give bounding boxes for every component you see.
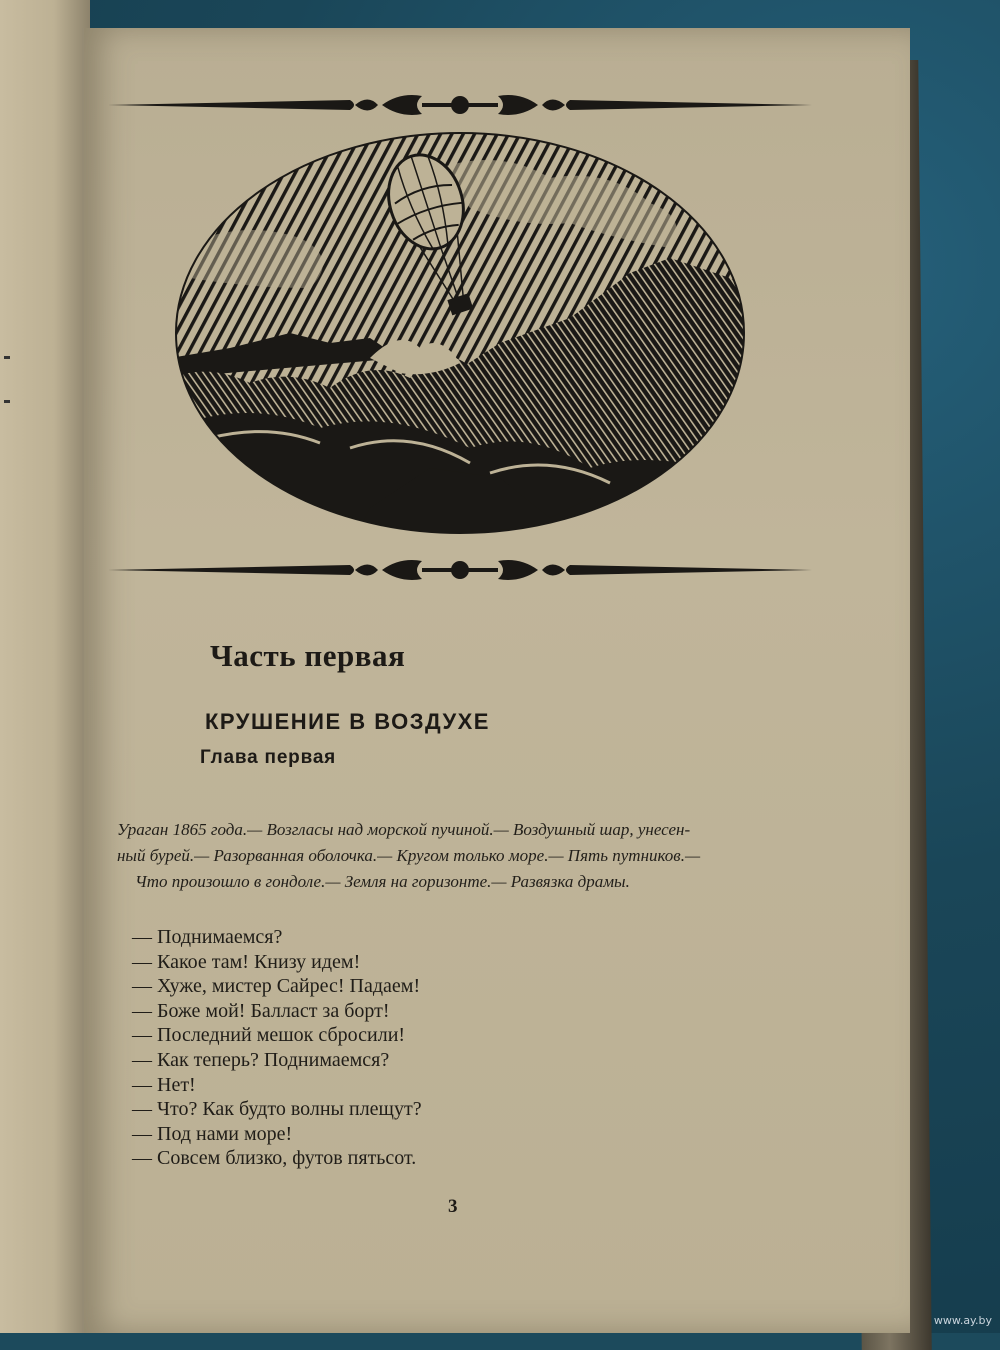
dialogue-line: — Последний мешок сбросили! — [132, 1024, 406, 1047]
chapter-summary-line: ный бурей.— Разорванная оболочка.— Кругом только море.— Пять путников.— — [117, 846, 701, 865]
left-page-edge — [0, 0, 90, 1333]
section-title: КРУШЕНИЕ В ВОЗДУХЕ — [205, 709, 490, 734]
top-ornament-divider — [100, 88, 820, 122]
dialogue-line: — Что? Как будто волны плещут? — [132, 1098, 422, 1121]
part-title: Часть первая — [210, 638, 406, 673]
dialogue-line: — Как теперь? Поднимаемся? — [132, 1048, 390, 1071]
dialogue-line: — Совсем близко, футов пятьсот. — [132, 1147, 417, 1170]
chapter-summary-line: Что произошло в гондоле.— Земля на горизонте.— Развязка драмы. — [135, 872, 630, 891]
left-page-mark — [4, 400, 10, 403]
chapter-summary-line: Ураган 1865 года.— Возгласы над морской пучиной.— Воздушный шар, унесен- — [117, 820, 691, 839]
dialogue-line: — Боже мой! Балласт за борт! — [132, 999, 390, 1022]
chapter-title: Глава первая — [200, 747, 337, 768]
dialogue-lines — [132, 925, 692, 1171]
watermark: www.ay.by — [933, 1314, 992, 1327]
page-number: 3 — [448, 1196, 458, 1217]
dialogue-line: — Какое там! Книзу идем! — [132, 950, 361, 973]
bottom-ornament-divider — [100, 553, 820, 587]
dialogue-line: — Хуже, мистер Сайрес! Падаем! — [132, 975, 421, 998]
chapter-summary — [117, 817, 845, 895]
dialogue-line: — Поднимаемся? — [132, 926, 283, 948]
balloon-storm-illustration — [170, 128, 750, 548]
dialogue-line: — Под нами море! — [132, 1122, 293, 1145]
left-page-mark — [4, 356, 10, 359]
dialogue-line: — Нет! — [132, 1073, 196, 1096]
